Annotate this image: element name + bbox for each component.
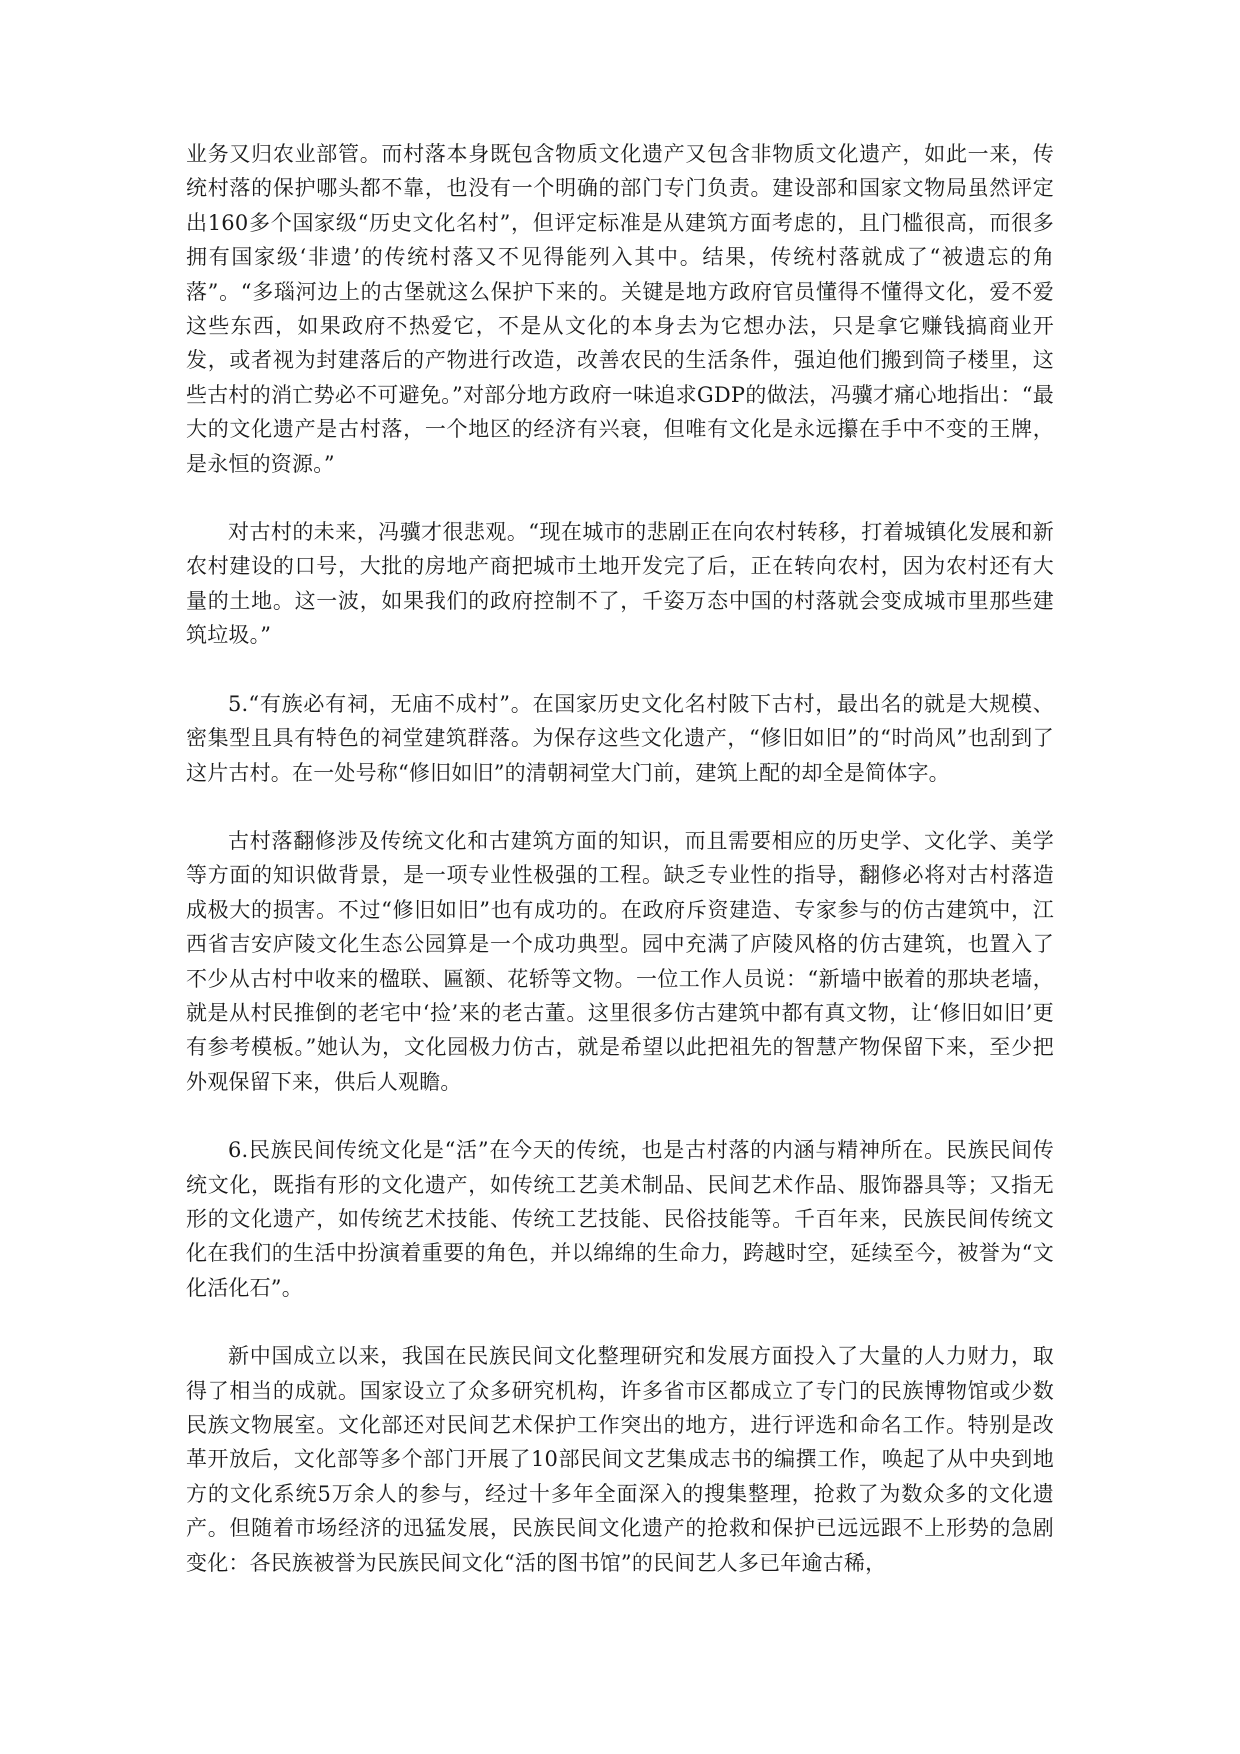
paragraph-4: 古村落翻修涉及传统文化和古建筑方面的知识，而且需要相应的历史学、文化学、美学等方面的知识做背景，是一项专业性极强的工程。缺乏专业性的指导，翻修必将对古村落造成极大的损害。不过“修旧如旧”也有成功的。在政府斥资建造、专家参与的仿古建筑中，江西省吉安庐陵文化生态公园算是一个成功典型。园中充满了庐陵风格的仿古建筑，也置入了不少从古村中收来的楹联、匾额、花轿等文物。一位工作人员说：“新墙中嵌着的那块老墙，就是从村民推倒的老宅中‘捡’来的老古董。这里很多仿古建筑中都有真文物，让‘修旧如旧’更有参考模板。”她认为，文化园极力仿古，就是希望以此把祖先的智慧产物保留下来，至少把外观保留下来，供后人观瞻。 xyxy=(186,828,1054,1094)
document-page xyxy=(186,137,1054,1580)
paragraph-5: 6.民族民间传统文化是“活”在今天的传统，也是古村落的内涵与精神所在。民族民间传统文化，既指有形的文化遗产，如传统工艺美术制品、民间艺术作品、服饰器具等；又指无形的文化遗产，如传统艺术技能、传统工艺技能、民俗技能等。千百年来，民族民间传统文化在我们的生活中扮演着重要的角色，并以绵绵的生命力，跨越时空，延续至今，被誉为“文化活化石”。 xyxy=(186,1138,1054,1300)
paragraph-2: 对古村的未来，冯骥才很悲观。“现在城市的悲剧正在向农村转移，打着城镇化发展和新农村建设的口号，大批的房地产商把城市土地开发完了后，正在转向农村，因为农村还有大量的土地。这一波，如果我们的政府控制不了，千姿万态中国的村落就会变成城市里那些建筑垃圾。” xyxy=(186,520,1054,648)
paragraph-3: 5.“有族必有祠，无庙不成村”。在国家历史文化名村陂下古村，最出名的就是大规模、密集型且具有特色的祠堂建筑群落。为保存这些文化遗产，“修旧如旧”的“时尚风”也刮到了这片古村。在一处号称“修旧如旧”的清朝祠堂大门前，建筑上配的却全是简体字。 xyxy=(186,691,1054,785)
paragraph-6: 新中国成立以来，我国在民族民间文化整理研究和发展方面投入了大量的人力财力，取得了相当的成就。国家设立了众多研究机构，许多省市区都成立了专门的民族博物馆或少数民族文物展室。文化部还对民间艺术保护工作突出的地方，进行评选和命名工作。特别是改革开放后，文化部等多个部门开展了10部民间文艺集成志书的编撰工作，唤起了从中央到地方的文化系统5万余人的参与，经过十多年全面深入的搜集整理，抢救了为数众多的文化遗产。但随着市场经济的迅猛发展，民族民间文化遗产的抢救和保护已远远跟不上形势的急剧变化：各民族被誉为民族民间文化“活的图书馆”的民间艺人多已年逾古稀， xyxy=(186,1344,1054,1575)
paragraph-1: 业务又归农业部管。而村落本身既包含物质文化遗产又包含非物质文化遗产，如此一来，传统村落的保护哪头都不靠，也没有一个明确的部门专门负责。建设部和国家文物局虽然评定出160多个国家级“历史文化名村”，但评定标准是从建筑方面考虑的，且门槛很高，而很多拥有国家级‘非遗’的传统村落又不见得能列入其中。结果，传统村落就成了“被遗忘的角落”。“多瑙河边上的古堡就这么保护下来的。关键是地方政府官员懂得不懂得文化，爱不爱这些东西，如果政府不热爱它，不是从文化的本身去为它想办法，只是拿它赚钱搞商业开发，或者视为封建落后的产物进行改造，改善农民的生活条件，强迫他们搬到筒子楼里，这些古村的消亡势必不可避免。”对部分地方政府一味追求GDP的做法，冯骥才痛心地指出：“最大的文化遗产是古村落，一个地区的经济有兴衰，但唯有文化是永远攥在手中不变的王牌，是永恒的资源。” xyxy=(186,142,1054,476)
